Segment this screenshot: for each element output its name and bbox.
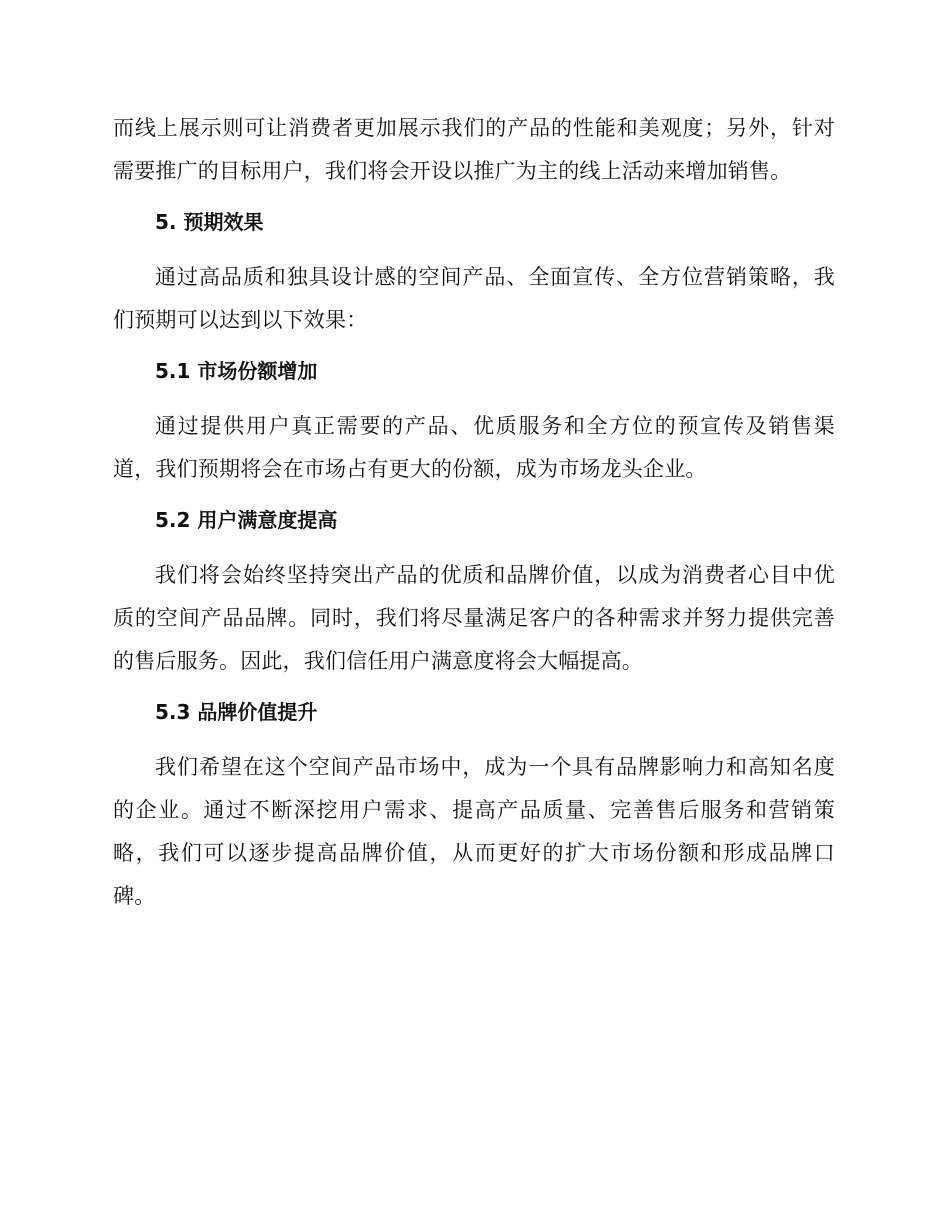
section-5-1-paragraph xyxy=(113,416,835,480)
paragraph-line: 我们将会始终坚持突出产品的优质和品牌价值，以成为消费者心目中优 xyxy=(155,563,835,587)
paragraph-line: 我们希望在这个空间产品市场中，成为一个具有品牌影响力和高知名度 xyxy=(155,755,835,779)
section-5-paragraph xyxy=(113,267,835,331)
paragraph-line: 通过高品质和独具设计感的空间产品、全面宣传、全方位营销策略，我 xyxy=(155,265,835,289)
paragraph-line: 的售后服务。因此，我们信任用户满意度将会大幅提高。 xyxy=(113,649,643,673)
section-5-3-paragraph xyxy=(113,757,835,907)
section-heading-5-2: 5.2 用户满意度提高 xyxy=(155,508,338,532)
paragraph-line: 碑。 xyxy=(113,884,156,908)
section-heading-5-3: 5.3 品牌价值提升 xyxy=(155,700,318,724)
paragraph-line: 需要推广的目标用户，我们将会开设以推广为主的线上活动来增加销售。 xyxy=(113,159,792,183)
paragraph-line: 通过提供用户真正需要的产品、优质服务和全方位的预宣传及销售渠 xyxy=(155,414,835,438)
document-page xyxy=(113,108,835,907)
paragraph-line: 而线上展示则可让消费者更加展示我们的产品的性能和美观度；另外，针对 xyxy=(113,116,835,140)
section-heading-5-1: 5.1 市场份额增加 xyxy=(155,359,318,383)
paragraph-line: 略，我们可以逐步提高品牌价值，从而更好的扩大市场份额和形成品牌口 xyxy=(113,841,835,865)
section-5-2-paragraph xyxy=(113,565,835,672)
paragraph-line: 质的空间产品品牌。同时，我们将尽量满足客户的各种需求并努力提供完善 xyxy=(113,606,835,630)
paragraph-line: 的企业。通过不断深挖用户需求、提高产品质量、完善售后服务和营销策 xyxy=(113,798,835,822)
paragraph-line: 们预期可以达到以下效果： xyxy=(113,308,368,332)
intro-paragraph xyxy=(113,118,835,182)
paragraph-line: 道，我们预期将会在市场占有更大的份额，成为市场龙头企业。 xyxy=(113,457,707,481)
section-heading-5: 5. 预期效果 xyxy=(155,210,264,234)
